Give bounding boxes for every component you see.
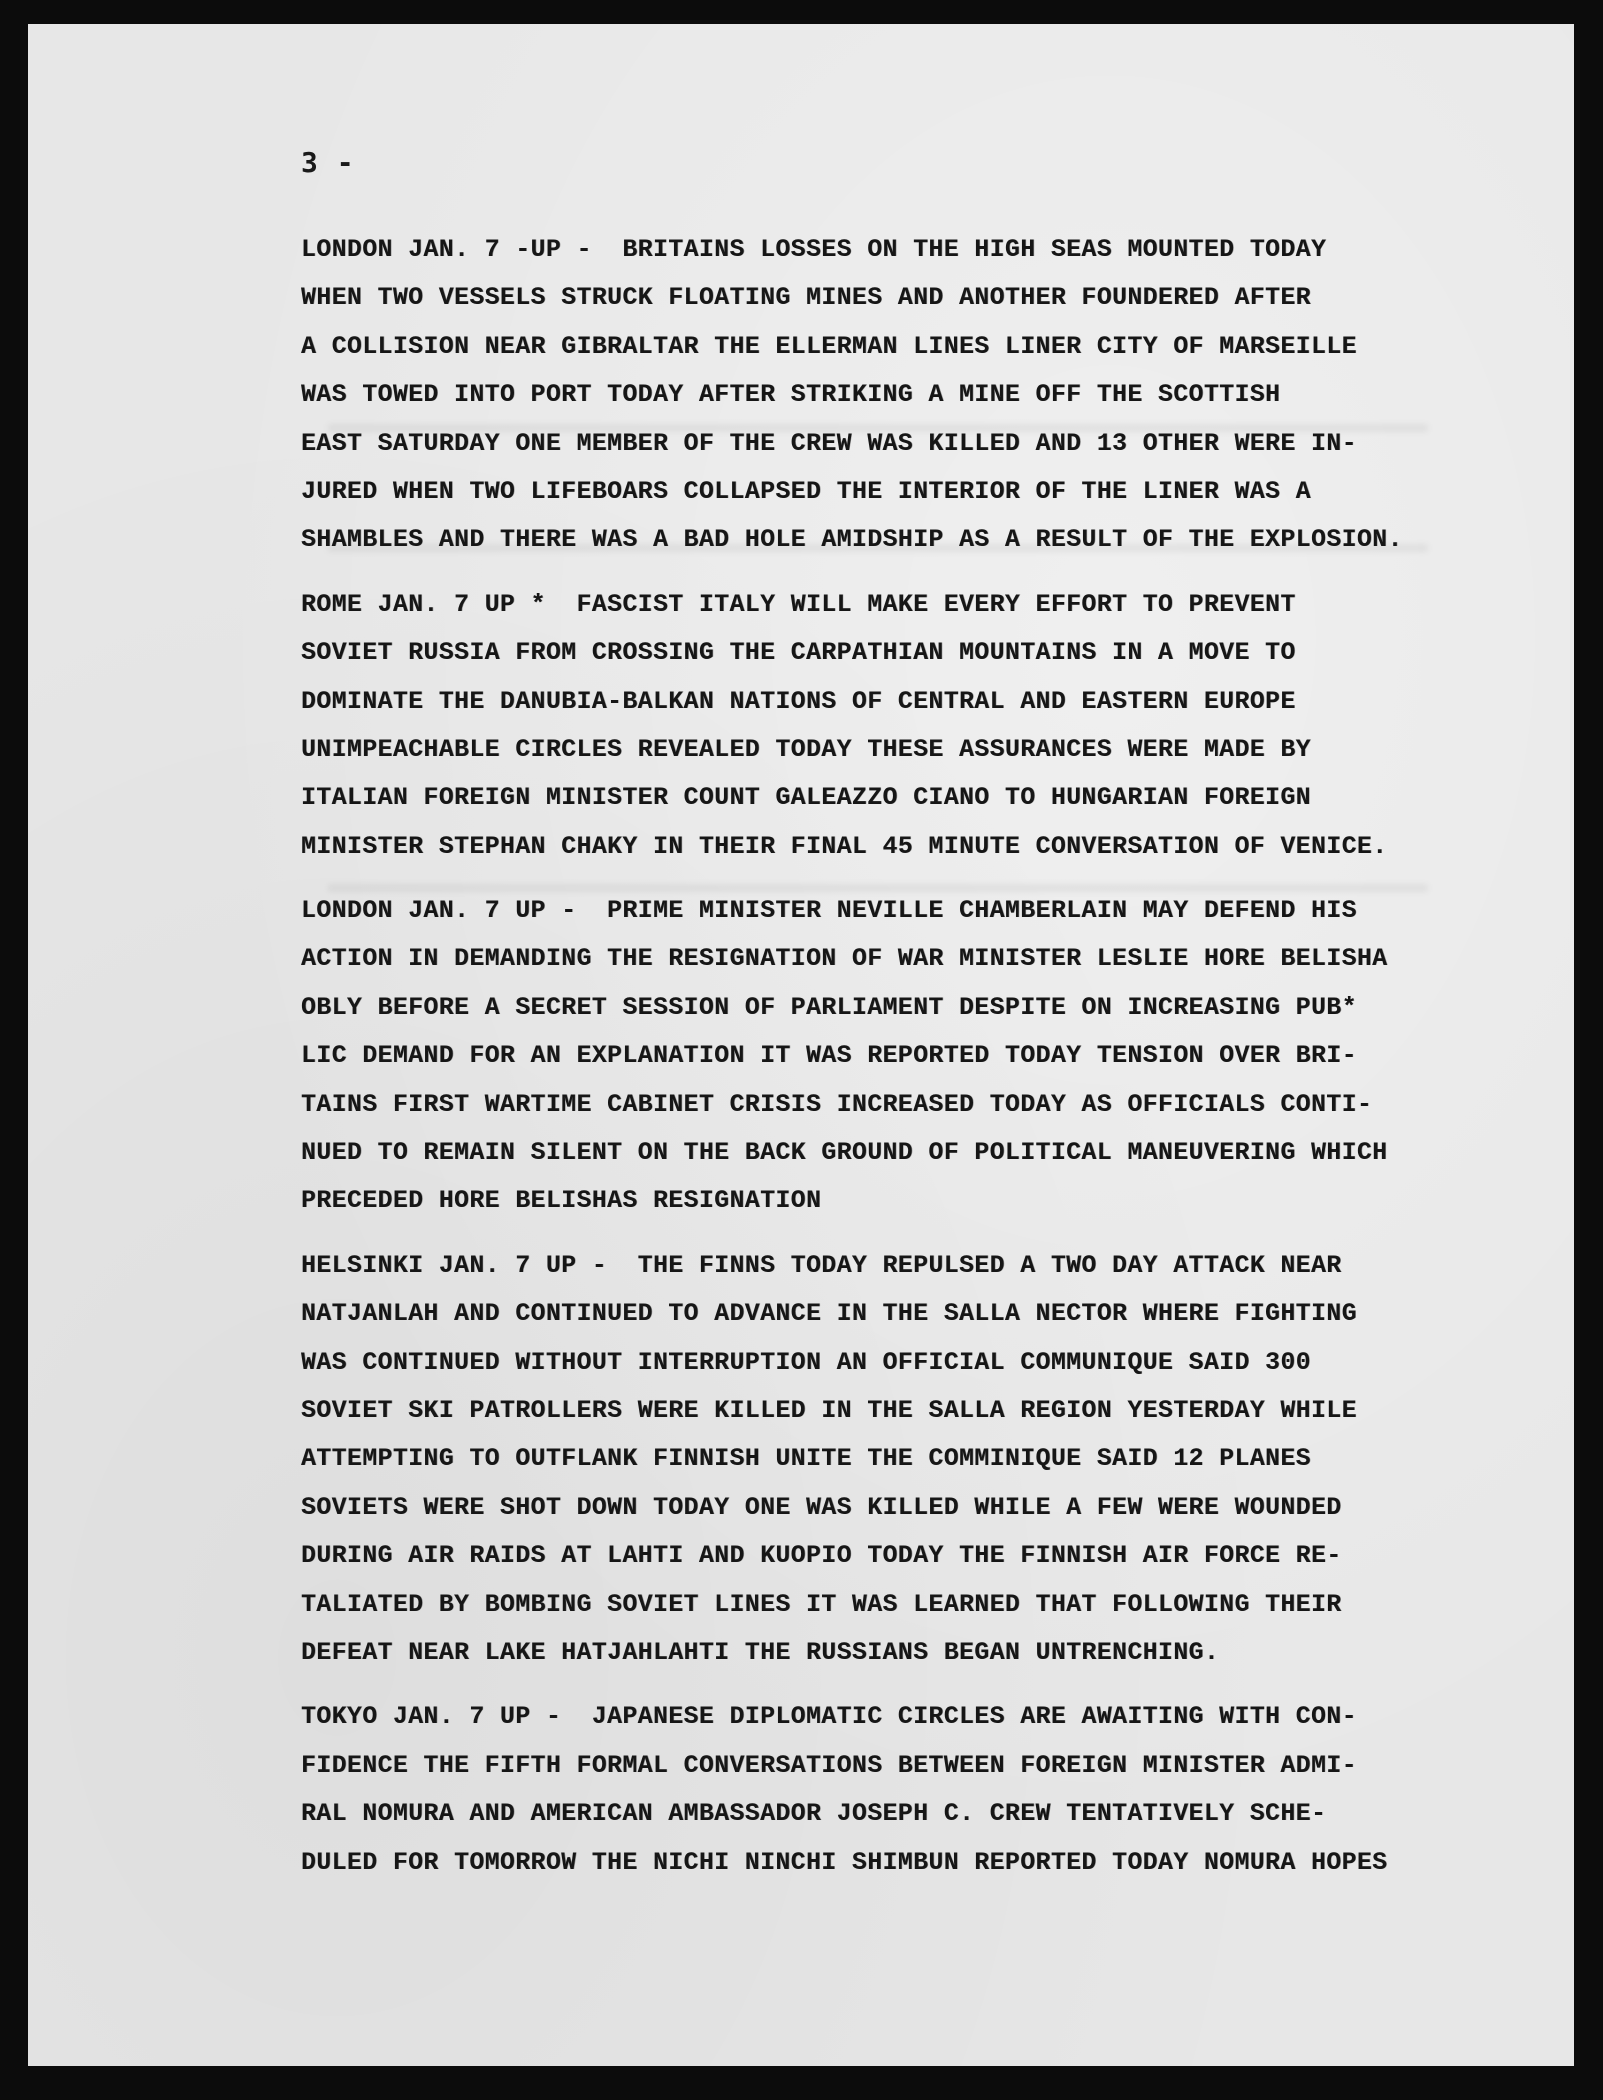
text-line: ATTEMPTING TO OUTFLANK FINNISH UNITE THE COMMINIQUE SAID 12 PLANES: [301, 1444, 1311, 1474]
text-line: NUED TO REMAIN SILENT ON THE BACK GROUND OF POLITICAL MANEUVERING WHICH: [301, 1138, 1388, 1168]
text-line: LONDON JAN. 7 -UP - BRITAINS LOSSES ON THE HIGH SEAS MOUNTED TODAY: [301, 235, 1327, 264]
text-line: DULED FOR TOMORROW THE NICHI NINCHI SHIMBUN REPORTED TODAY NOMURA HOPES: [301, 1847, 1388, 1877]
story-rome: [301, 581, 1481, 871]
story-london-shipping: [301, 226, 1481, 565]
story-tokyo: [301, 1693, 1481, 1887]
text-line: WAS TOWED INTO PORT TODAY AFTER STRIKING A MINE OFF THE SCOTTISH: [301, 380, 1281, 410]
text-line: TOKYO JAN. 7 UP - JAPANESE DIPLOMATIC CIRCLES ARE AWAITING WITH CON-: [301, 1702, 1357, 1732]
text-line: LONDON JAN. 7 UP - PRIME MINISTER NEVILLE CHAMBERLAIN MAY DEFEND HIS: [301, 896, 1357, 926]
text-line: A COLLISION NEAR GIBRALTAR THE ELLERMAN LINES LINER CITY OF MARSEILLE: [301, 331, 1357, 361]
text-line: ROME JAN. 7 UP * FASCIST ITALY WILL MAKE EVERY EFFORT TO PREVENT: [301, 589, 1296, 619]
text-line: ITALIAN FOREIGN MINISTER COUNT GALEAZZO CIANO TO HUNGARIAN FOREIGN: [301, 783, 1311, 813]
text-line: MINISTER STEPHAN CHAKY IN THEIR FINAL 45 MINUTE CONVERSATION OF VENICE.: [301, 831, 1388, 861]
text-line: DOMINATE THE DANUBIA-BALKAN NATIONS OF CENTRAL AND EASTERN EUROPE: [301, 686, 1296, 716]
text-line: NATJANLAH AND CONTINUED TO ADVANCE IN THE SALLA NECTOR WHERE FIGHTING: [301, 1299, 1357, 1329]
story-london-chamberlain: [301, 887, 1481, 1226]
text-line: SOVIET SKI PATROLLERS WERE KILLED IN THE SALLA REGION YESTERDAY WHILE: [301, 1395, 1357, 1425]
text-line: SOVIET RUSSIA FROM CROSSING THE CARPATHIAN MOUNTAINS IN A MOVE TO: [301, 638, 1296, 668]
text-line: ACTION IN DEMANDING THE RESIGNATION OF WAR MINISTER LESLIE HORE BELISHA: [301, 944, 1388, 974]
text-line: WAS CONTINUED WITHOUT INTERRUPTION AN OFFICIAL COMMUNIQUE SAID 300: [301, 1347, 1311, 1377]
text-line: LIC DEMAND FOR AN EXPLANATION IT WAS REPORTED TODAY TENSION OVER BRI-: [301, 1041, 1357, 1071]
text-line: RAL NOMURA AND AMERICAN AMBASSADOR JOSEPH C. CREW TENTATIVELY SCHE-: [301, 1799, 1327, 1829]
text-line: OBLY BEFORE A SECRET SESSION OF PARLIAMENT DESPITE ON INCREASING PUB*: [301, 992, 1357, 1022]
text-line: FIDENCE THE FIFTH FORMAL CONVERSATIONS BETWEEN FOREIGN MINISTER ADMI-: [301, 1750, 1357, 1780]
text-line: HELSINKI JAN. 7 UP - THE FINNS TODAY REPULSED A TWO DAY ATTACK NEAR: [301, 1250, 1342, 1280]
text-line: DURING AIR RAIDS AT LAHTI AND KUOPIO TODAY THE FINNISH AIR FORCE RE-: [301, 1541, 1342, 1571]
text-line: WHEN TWO VESSELS STRUCK FLOATING MINES AND ANOTHER FOUNDERED AFTER: [301, 283, 1311, 313]
text-line: TAINS FIRST WARTIME CABINET CRISIS INCREASED TODAY AS OFFICIALS CONTI-: [301, 1089, 1373, 1119]
page-number: 3 -: [301, 146, 355, 179]
text-line: SOVIETS WERE SHOT DOWN TODAY ONE WAS KILLED WHILE A FEW WERE WOUNDED: [301, 1492, 1342, 1522]
text-line: DEFEAT NEAR LAKE HATJAHLAHTI THE RUSSIANS BEGAN UNTRENCHING.: [301, 1637, 1220, 1667]
story-helsinki: [301, 1242, 1481, 1678]
text-line: SHAMBLES AND THERE WAS A BAD HOLE AMIDSHIP AS A RESULT OF THE EXPLOSION.: [301, 525, 1403, 555]
wire-copy-body: [301, 226, 1481, 1903]
text-line: TALIATED BY BOMBING SOVIET LINES IT WAS LEARNED THAT FOLLOWING THEIR: [301, 1589, 1342, 1619]
text-line: PRECEDED HORE BELISHAS RESIGNATION: [301, 1186, 822, 1216]
text-line: JURED WHEN TWO LIFEBOARS COLLAPSED THE INTERIOR OF THE LINER WAS A: [301, 476, 1311, 506]
text-line: UNIMPEACHABLE CIRCLES REVEALED TODAY THESE ASSURANCES WERE MADE BY: [301, 734, 1311, 764]
text-line: EAST SATURDAY ONE MEMBER OF THE CREW WAS KILLED AND 13 OTHER WERE IN-: [301, 428, 1357, 458]
